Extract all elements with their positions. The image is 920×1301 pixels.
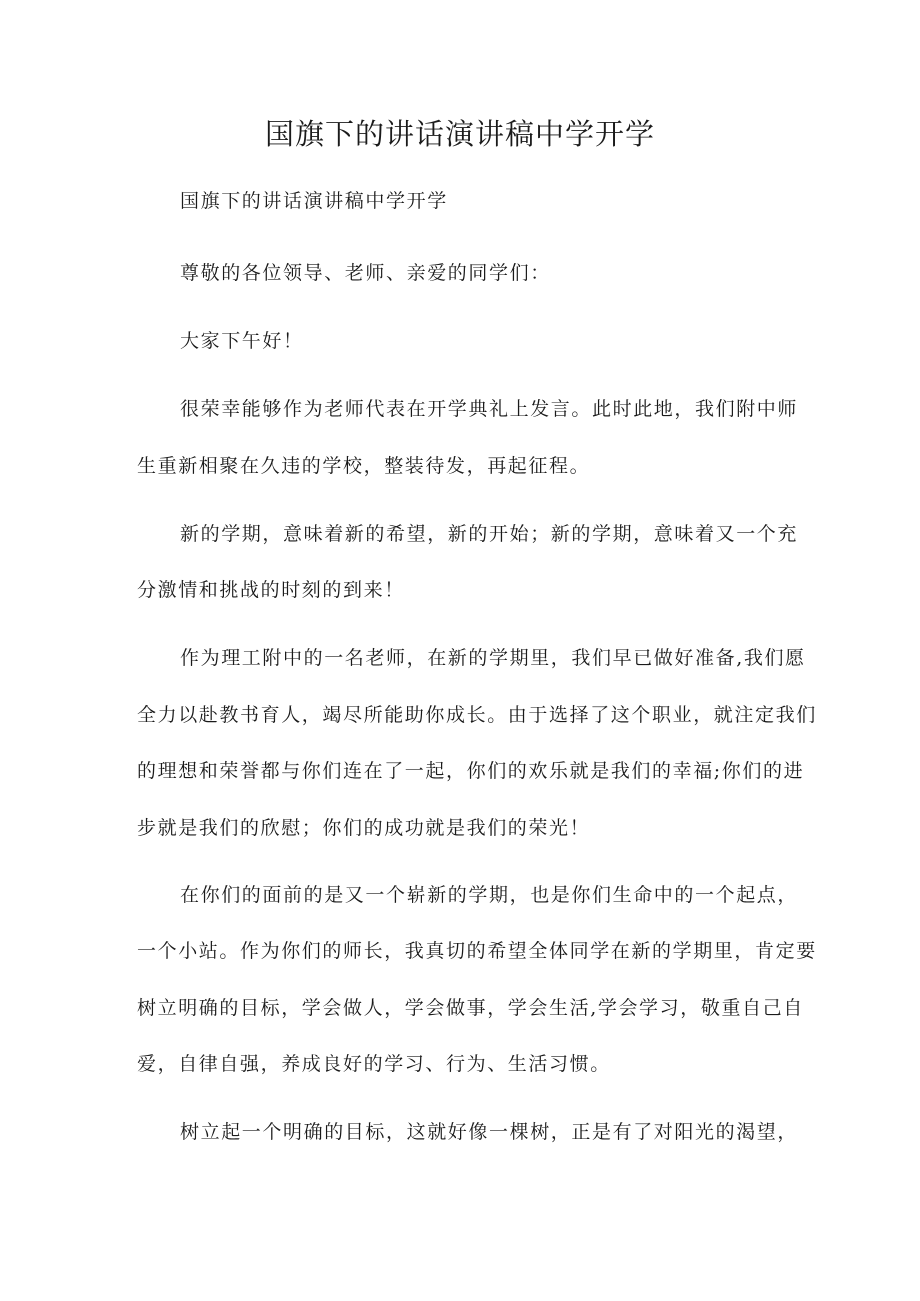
salutation-line: 尊敬的各位领导、老师、亲爱的同学们： xyxy=(180,262,551,284)
paragraph-line: 树立明确的目标，学会做人，学会做事，学会生活,学会学习，敬重自己自 xyxy=(137,997,804,1019)
paragraph-line: 作为理工附中的一名老师，在新的学期里，我们早已做好准备,我们愿 xyxy=(180,647,806,669)
greeting-line: 大家下午好！ xyxy=(180,330,304,352)
subtitle-line: 国旗下的讲话演讲稿中学开学 xyxy=(180,190,448,212)
paragraph-line: 爱，自律自强，养成良好的学习、行为、生活习惯。 xyxy=(137,1053,611,1075)
paragraph-line: 全力以赴教书育人，竭尽所能助你成长。由于选择了这个职业，就注定我们 xyxy=(137,704,817,726)
document-title: 国旗下的讲话演讲稿中学开学 xyxy=(264,117,655,151)
paragraph-line: 生重新相聚在久违的学校，整装待发，再起征程。 xyxy=(137,455,591,477)
paragraph-line: 很荣幸能够作为老师代表在开学典礼上发言。此时此地，我们附中师 xyxy=(180,398,799,420)
paragraph-line: 在你们的面前的是又一个崭新的学期，也是你们生命中的一个起点， xyxy=(180,884,799,906)
paragraph-line: 一个小站。作为你们的师长，我真切的希望全体同学在新的学期里，肯定要 xyxy=(137,940,817,962)
paragraph-line: 树立起一个明确的目标，这就好像一棵树，正是有了对阳光的渴望， xyxy=(180,1121,799,1143)
paragraph-line: 分激情和挑战的时刻的到来！ xyxy=(137,579,405,601)
paragraph-line: 新的学期，意味着新的希望，新的开始；新的学期，意味着又一个充 xyxy=(180,523,799,545)
paragraph-line: 步就是我们的欣慰；你们的成功就是我们的荣光！ xyxy=(137,817,591,839)
paragraph-line: 的理想和荣誉都与你们连在了一起，你们的欢乐就是我们的幸福;你们的进 xyxy=(137,760,805,782)
